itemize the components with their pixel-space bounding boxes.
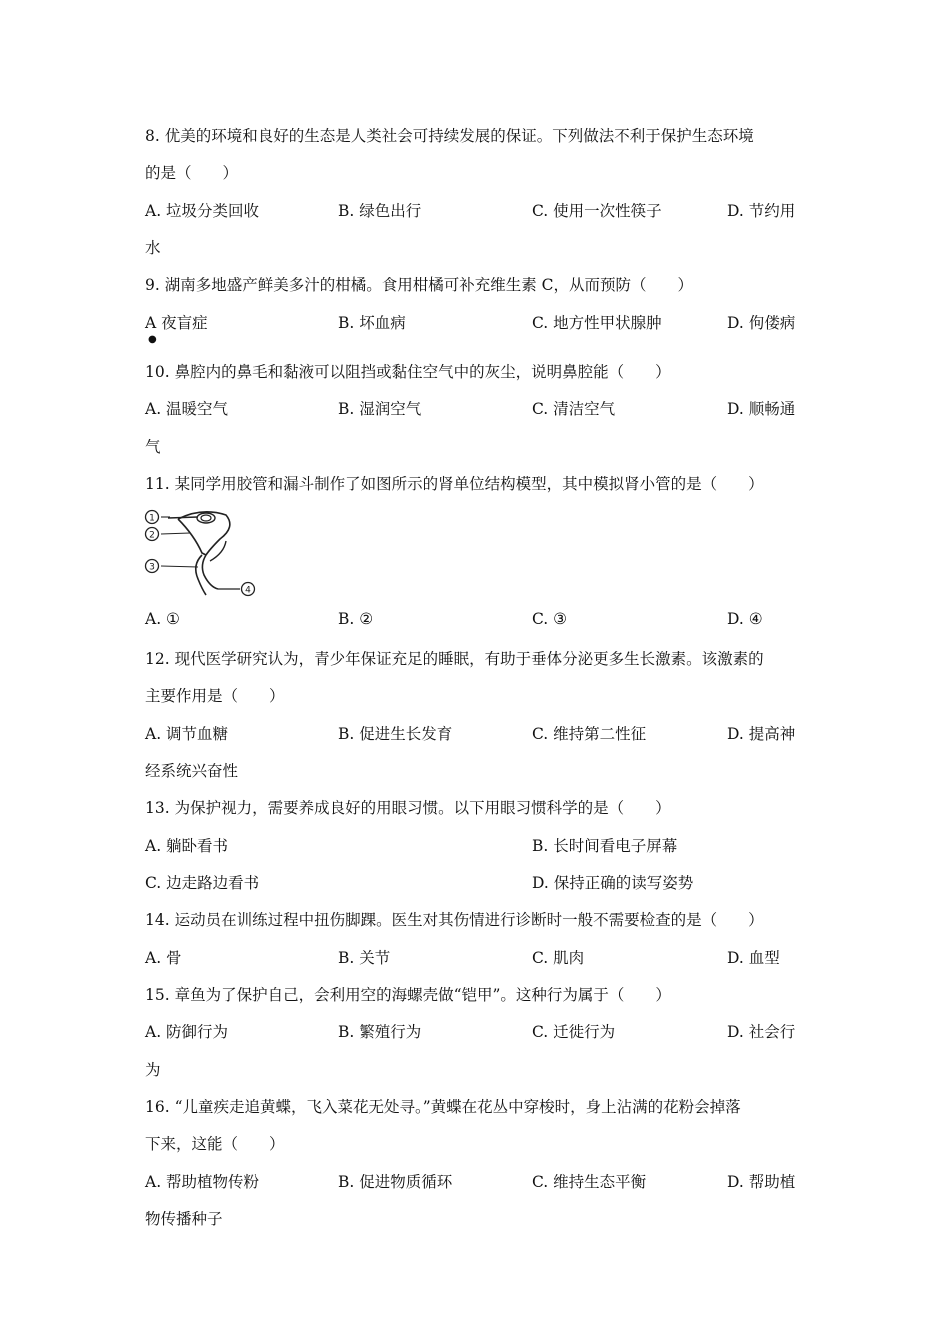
question-16-option-c: C. 维持生态平衡: [532, 1173, 647, 1191]
question-8-option-c: C. 使用一次性筷子: [532, 202, 662, 220]
question-8-stem: 8. 优美的环境和良好的生态是人类社会可持续发展的保证。下列做法不利于保护生态环境: [145, 127, 754, 145]
question-16-option-d-cont: 物传播种子: [145, 1210, 223, 1228]
question-12-option-d-cont: 经系统兴奋性: [145, 762, 239, 780]
figure-label-3: [146, 560, 159, 573]
figure-label-4: [242, 583, 255, 596]
nephron-model-figure: [140, 505, 265, 597]
question-11-option-d: D. ④: [727, 610, 763, 628]
question-13-stem: 13. 为保护视力，需要养成良好的用眼习惯。以下用眼习惯科学的是（ ）: [145, 799, 671, 817]
question-12-option-b: B. 促进生长发育: [338, 725, 453, 743]
question-15-option-b: B. 繁殖行为: [338, 1023, 422, 1041]
question-8-stem-cont: 的是（ ）: [145, 164, 239, 182]
question-11-stem: 11. 某同学用胶管和漏斗制作了如图所示的肾单位结构模型，其中模拟肾小管的是（ ）: [145, 475, 764, 493]
question-11-option-c: C. ③: [532, 610, 568, 628]
question-10-option-d: D. 顺畅通: [727, 400, 796, 418]
question-10-option-d-cont: 气: [145, 438, 161, 456]
svg-text:2: 2: [149, 530, 155, 541]
svg-text:3: 3: [149, 562, 155, 573]
question-14-stem: 14. 运动员在训练过程中扭伤脚踝。医生对其伤情进行诊断时一般不需要检查的是（ ）: [145, 911, 764, 929]
question-15-option-d: D. 社会行: [727, 1023, 796, 1041]
question-16-option-b: B. 促进物质循环: [338, 1173, 453, 1191]
stray-dot: ●: [148, 334, 157, 345]
question-9-stem: 9. 湖南多地盛产鲜美多汁的柑橘。食用柑橘可补充维生素 C，从而预防（ ）: [145, 276, 694, 294]
question-15-option-a: A. 防御行为: [145, 1023, 229, 1041]
question-14-option-c: C. 肌肉: [532, 949, 585, 967]
question-9-option-c: C. 地方性甲状腺肿: [532, 314, 662, 332]
question-16-stem-cont: 下来，这能（ ）: [145, 1135, 285, 1153]
question-16-option-d: D. 帮助植: [727, 1173, 796, 1191]
question-10-option-b: B. 湿润空气: [338, 400, 422, 418]
question-9-option-a: A 夜盲症: [145, 314, 208, 332]
question-10-stem: 10. 鼻腔内的鼻毛和黏液可以阻挡或黏住空气中的灰尘，说明鼻腔能（ ）: [145, 363, 671, 381]
question-10-option-a: A. 温暖空气: [145, 400, 229, 418]
figure-label-1: [146, 511, 159, 524]
svg-text:1: 1: [149, 513, 155, 524]
question-15-option-c: C. 迁徙行为: [532, 1023, 616, 1041]
question-16-option-a: A. 帮助植物传粉: [145, 1173, 260, 1191]
question-8-option-d-cont: 水: [145, 239, 161, 257]
question-15-stem: 15. 章鱼为了保护自己，会利用空的海螺壳做“铠甲”。这种行为属于（ ）: [145, 986, 671, 1004]
question-13-option-c: C. 边走路边看书: [145, 874, 260, 892]
question-9-option-d: D. 佝偻病: [727, 314, 796, 332]
question-13-option-a: A. 躺卧看书: [145, 837, 229, 855]
question-10-option-c: C. 清洁空气: [532, 400, 616, 418]
question-11-option-a: A. ①: [145, 610, 180, 628]
question-13-option-b: B. 长时间看电子屏幕: [532, 837, 678, 855]
question-13-option-d: D. 保持正确的读写姿势: [532, 874, 694, 892]
svg-text:4: 4: [245, 585, 251, 596]
question-8-option-d: D. 节约用: [727, 202, 796, 220]
question-14-option-b: B. 关节: [338, 949, 391, 967]
question-9-option-b: B. 坏血病: [338, 314, 406, 332]
question-8-option-b: B. 绿色出行: [338, 202, 422, 220]
question-12-option-a: A. 调节血糖: [145, 725, 229, 743]
question-11-option-b: B. ②: [338, 610, 374, 628]
question-12-option-c: C. 维持第二性征: [532, 725, 647, 743]
question-12-stem: 12. 现代医学研究认为，青少年保证充足的睡眠，有助于垂体分泌更多生长激素。该激素的: [145, 650, 764, 668]
question-16-stem: 16. “儿童疾走追黄蝶，飞入菜花无处寻。”黄蝶在花丛中穿梭时，身上沾满的花粉会掉落: [145, 1098, 741, 1116]
question-14-option-d: D. 血型: [727, 949, 780, 967]
figure-label-2: [146, 528, 159, 541]
question-12-stem-cont: 主要作用是（ ）: [145, 687, 285, 705]
question-14-option-a: A. 骨: [145, 949, 182, 967]
question-8-option-a: A. 垃圾分类回收: [145, 202, 260, 220]
question-15-option-d-cont: 为: [145, 1061, 161, 1079]
question-12-option-d: D. 提高神: [727, 725, 796, 743]
